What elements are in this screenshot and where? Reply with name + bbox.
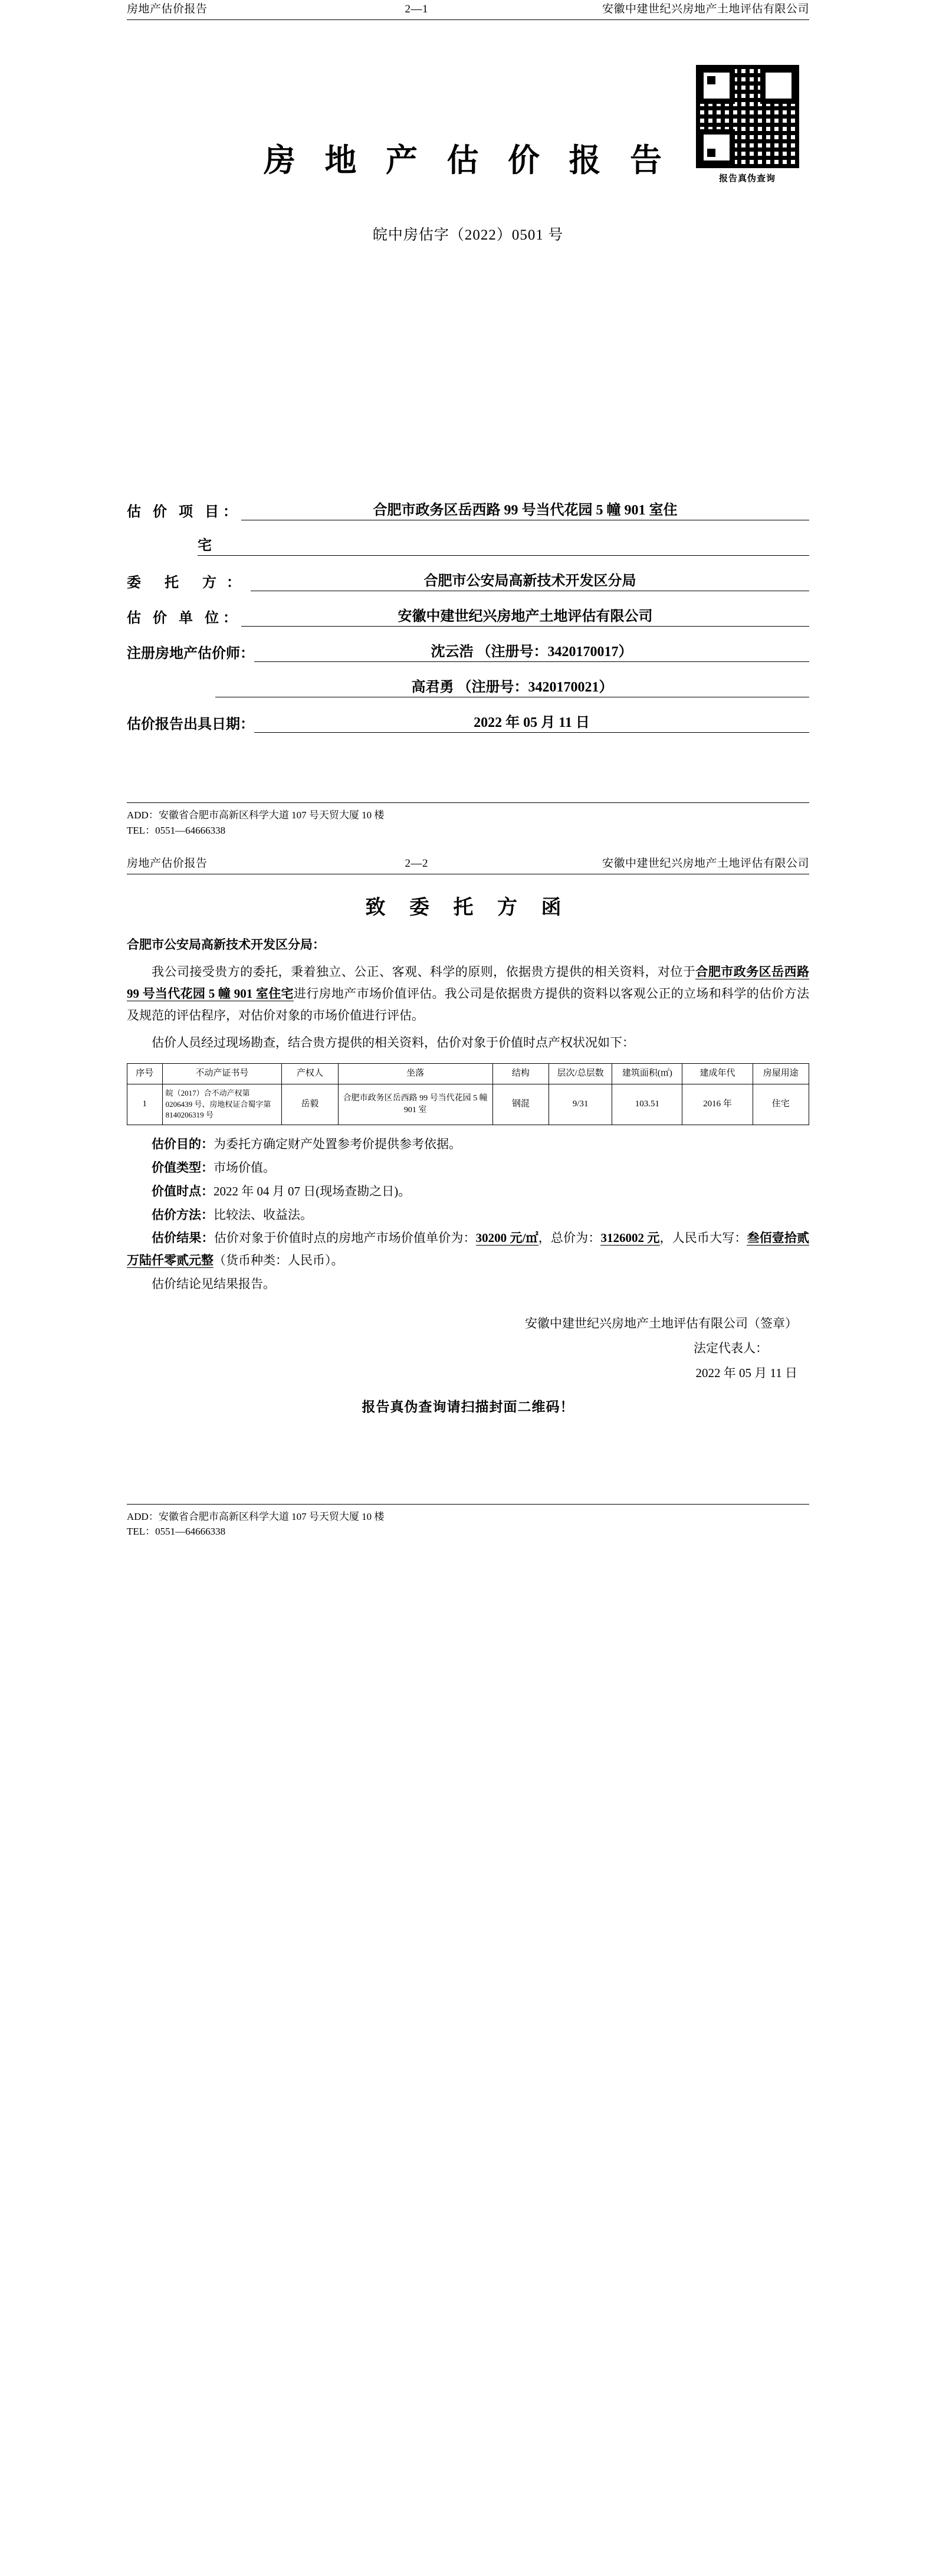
item-result-unit-price: 30200 元/㎡	[475, 1231, 538, 1246]
item-value-date-value: 2022 年 04 月 07 日(现场查勘之日)。	[214, 1184, 411, 1198]
th-structure: 结构	[492, 1064, 549, 1084]
footer-address: ADD：安徽省合肥市高新区科学大道 107 号天贸大厦 10 楼	[127, 809, 385, 821]
signature-legal-representative: 法定代表人：	[694, 1341, 768, 1355]
table-row	[127, 1084, 809, 1125]
item-result-mid2: ，人民币大写：	[659, 1231, 747, 1246]
item-value-date	[127, 1181, 809, 1203]
verification-notice: 报告真伪查询请扫描封面二维码！	[362, 1399, 574, 1414]
table-header-row	[127, 1064, 809, 1084]
th-location: 坐落	[338, 1064, 492, 1084]
field-appraiser-one	[127, 640, 809, 662]
signature-date: 2022 年 05 月 11 日	[695, 1365, 797, 1380]
cell-owner: 岳毅	[282, 1084, 338, 1125]
item-result-mid: ，总价为：	[538, 1231, 601, 1246]
field-appraisal-company	[127, 604, 809, 627]
item-result-pre: 估价对象于价值时点的房地产市场价值单价为：	[214, 1231, 476, 1246]
th-certificate-no: 不动产证书号	[162, 1064, 282, 1084]
paragraph-one-pre: 我公司接受贵方的委托，秉着独立、公正、客观、科学的原则，依据贵方提供的相关资料，对位于	[152, 965, 696, 979]
th-usage: 房屋用途	[753, 1064, 809, 1084]
field-project-value-continued: 宅	[198, 533, 809, 556]
field-appraiser-two	[127, 675, 809, 697]
letter-title: 致 委 托 方 函	[365, 897, 571, 919]
footer-tel-2: TEL：0551—64666338	[127, 1526, 226, 1538]
paragraph-one-post: 进行房地产市场价值评估。我公司是依据贵方提供的资料以客观公正的立场和科学的估价方法及规范的评估程序，对估价对象的市场价值进行评估。	[127, 986, 810, 1022]
item-method	[127, 1204, 809, 1227]
paragraph-one-property-underline: 合肥市政务区岳西路 99 号当代花园 5 幢 901 室住宅	[127, 965, 809, 1001]
page-one-footer	[127, 802, 809, 838]
item-result-total-price-chinese: 叁佰壹拾贰万陆仟零贰元整	[127, 1231, 810, 1268]
running-header-right: 安徽中建世纪兴房地产土地评估有限公司	[602, 3, 809, 15]
th-index: 序号	[127, 1064, 163, 1084]
item-purpose-value: 为委托方确定财产处置参考价提供参考依据。	[214, 1137, 461, 1152]
item-value-date-label: 价值时点：	[152, 1184, 214, 1198]
item-purpose	[127, 1133, 809, 1156]
running-header-left-2: 房地产估价报告	[127, 857, 208, 870]
item-purpose-label: 估价目的：	[152, 1137, 214, 1152]
th-owner: 产权人	[282, 1064, 338, 1084]
cell-structure: 钢混	[492, 1084, 549, 1125]
item-result-note: 估价结论见结果报告。	[152, 1277, 275, 1292]
cell-location: 合肥市政务区岳西路 99 号当代花园 5 幢 901 室	[338, 1084, 492, 1125]
cover-fields	[127, 498, 809, 733]
th-floor: 层次/总层数	[549, 1064, 612, 1084]
cell-area: 103.51	[612, 1084, 682, 1125]
field-appraiser-two-value: 高君勇 （注册号：3420170021）	[215, 675, 809, 697]
running-header-page-one	[127, 0, 809, 20]
page-title: 房 地 产 估 价 报 告	[264, 143, 672, 178]
letter-addressee: 合肥市公安局高新技术开发区分局：	[127, 938, 325, 952]
page-two	[0, 854, 936, 1575]
field-project	[127, 498, 809, 520]
field-appraiser-label: 注册房地产估价师：	[127, 646, 254, 661]
cell-build-year: 2016 年	[682, 1084, 753, 1125]
signature-company: 安徽中建世纪兴房地产土地评估有限公司（签章）	[525, 1316, 797, 1330]
signature-block	[127, 1311, 809, 1385]
document-number: 皖中房估字（2022）0501 号	[372, 227, 564, 243]
cell-usage: 住宅	[753, 1084, 809, 1125]
qr-code-icon	[696, 65, 799, 168]
th-area: 建筑面积(㎡)	[612, 1064, 682, 1084]
letter-paragraph-two: 估价人员经过现场勘查，结合贵方提供的相关资料，估价对象于价值时点产权状况如下：	[152, 1035, 635, 1050]
page-two-footer	[127, 1504, 809, 1539]
running-header-page-number-2: 2—2	[405, 857, 428, 870]
item-method-label: 估价方法：	[152, 1207, 214, 1222]
running-header-page-two	[127, 854, 809, 874]
field-client-label: 委 托 方：	[127, 575, 251, 591]
cell-index: 1	[127, 1084, 163, 1125]
letter-paragraph-one	[127, 961, 809, 1026]
field-appraiser-one-value: 沈云浩 （注册号：3420170017）	[254, 640, 809, 662]
field-issue-date-value: 2022 年 05 月 11 日	[254, 710, 809, 733]
qr-caption: 报告真伪查询	[718, 174, 776, 183]
item-result-total-price: 3126002 元	[600, 1231, 660, 1246]
field-appraisal-company-label: 估 价 单 位：	[127, 611, 241, 626]
field-project-value: 合肥市政务区岳西路 99 号当代花园 5 幢 901 室住	[241, 498, 809, 520]
running-header-left: 房地产估价报告	[127, 3, 208, 15]
running-header-right-2: 安徽中建世纪兴房地产土地评估有限公司	[602, 857, 809, 870]
qr-code-block	[685, 65, 809, 184]
item-result-label: 估价结果：	[152, 1231, 214, 1246]
page-one	[0, 0, 936, 838]
cell-floor: 9/31	[549, 1084, 612, 1125]
field-client-value: 合肥市公安局高新技术开发区分局	[251, 569, 809, 591]
footer-address-2: ADD：安徽省合肥市高新区科学大道 107 号天贸大厦 10 楼	[127, 1510, 385, 1522]
field-issue-date	[127, 710, 809, 733]
th-build-year: 建成年代	[682, 1064, 753, 1084]
field-client	[127, 569, 809, 591]
item-result-post: （货币种类：人民币）。	[214, 1253, 344, 1268]
cell-certificate-no: 皖（2017）合不动产权第 0206439 号、房地权证合蜀字第 8140206319 号	[162, 1084, 282, 1125]
property-table	[127, 1063, 809, 1125]
item-result	[127, 1227, 809, 1272]
item-value-type-value: 市场价值。	[214, 1161, 275, 1175]
field-project-label: 估 价 项 目：	[127, 504, 241, 520]
field-issue-date-label: 估价报告出具日期：	[127, 717, 254, 732]
running-header-page-number: 2—1	[405, 3, 428, 15]
footer-tel: TEL：0551—64666338	[127, 824, 226, 836]
item-method-value: 比较法、收益法。	[214, 1207, 313, 1222]
item-value-type	[127, 1157, 809, 1179]
item-value-type-label: 价值类型：	[152, 1161, 214, 1175]
field-appraisal-company-value: 安徽中建世纪兴房地产土地评估有限公司	[241, 604, 809, 627]
